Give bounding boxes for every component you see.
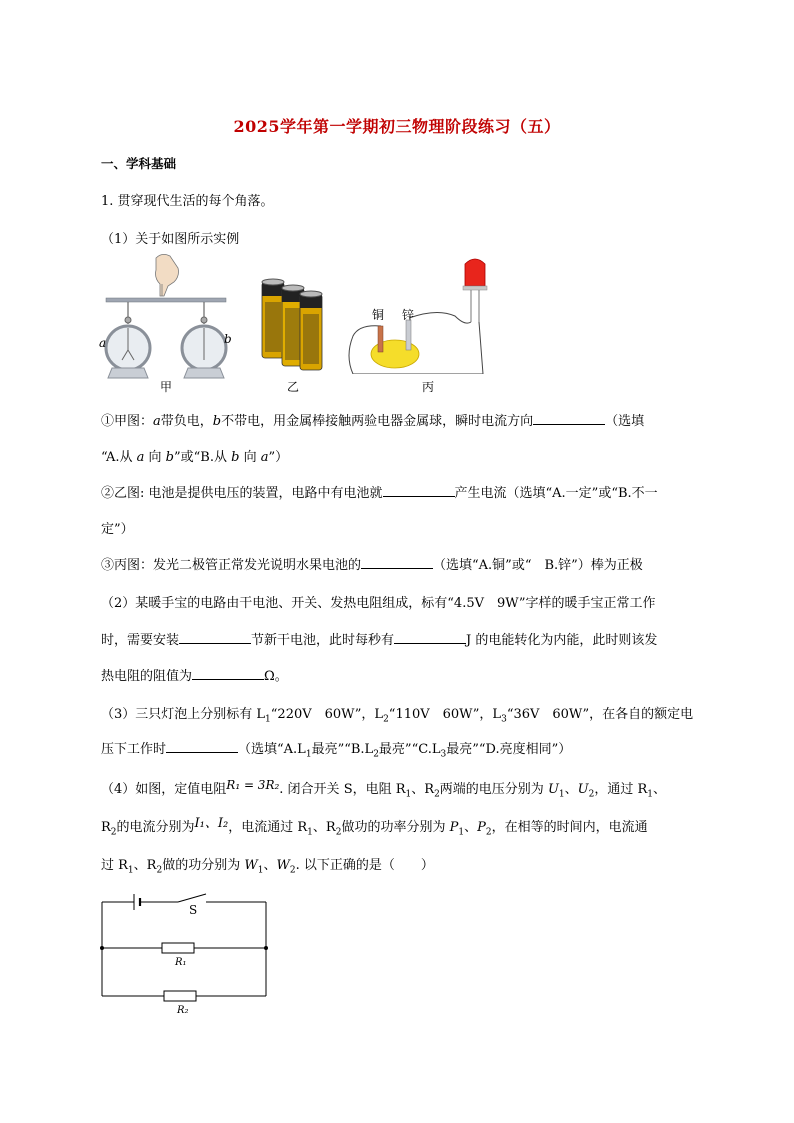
label-yi: 乙 — [287, 380, 300, 394]
equation-r1-3r2: R₁ = 3R₂ — [226, 778, 280, 792]
label-jia: 甲 — [160, 380, 173, 394]
resistor-r1 — [162, 943, 194, 953]
switch-label: S — [189, 903, 198, 917]
answer-blank-5[interactable] — [394, 631, 466, 644]
equation-i1-i2: I₁、I₂ — [194, 816, 229, 831]
label-xin: 锌 — [402, 308, 415, 322]
answer-blank-4[interactable] — [179, 631, 251, 644]
item2-line2: 定”） — [101, 522, 134, 537]
item2-line1: ②乙图: 电池是提供电压的装置，电路中有电池就 产生电流（选填“A.一定”或“B.不一 — [101, 486, 658, 501]
section-heading: 一、学科基础 — [101, 156, 177, 171]
r1-label: R₁ — [175, 957, 187, 968]
switch-blade — [178, 894, 206, 902]
answer-blank-1[interactable] — [533, 412, 605, 425]
r2-label: R₂ — [177, 1005, 189, 1016]
part3-line2: 压下工作时 （选填“$A.L_1$最亮$”“B.L_2$最亮$”“C.L_3$最亮”“D.亮度相同”） — [101, 742, 572, 760]
part4-line3: 过 $R_1$、$R_2$做的功分别为 $W_1$、$W_2$. 以下正确的是（ ） — [101, 858, 434, 876]
item3-line: ③丙图：发光二极管正常发光说明水果电池的 （选填“A.铜”或“ B.锌”）棒为正极 — [101, 558, 643, 573]
question-stem: 1. 贯穿现代生活的每个角落。 — [101, 194, 274, 209]
part2-line1: （2）某暖手宝的电路由干电池、开关、发热电阻组成，标有“4.5V 9W”字样的暖手宝正常工作 — [101, 596, 656, 611]
label-b: b — [224, 332, 232, 346]
figure-jia-electroscopes — [98, 252, 238, 392]
label-tong: 铜 — [372, 308, 385, 322]
part2-line3: 热电阻的阻值为 Ω。 — [101, 669, 288, 684]
part4-line2: $R_2$的电流分别为I₁、I₂，电流通过 $R_1$、$R_2$做功的功率分别为 $P_1$、$P_2$，在相等的时间内，电流通 — [101, 816, 648, 838]
item1-line2: “A.从 a 向 b”或“B.从 b 向 a”） — [101, 450, 289, 465]
page-title: 2025学年第一学期初三物理阶段练习（五） — [233, 117, 561, 136]
item1-line1: ①甲图：a带负电，b不带电，用金属棒接触两验电器金属球，瞬时电流方向 （选填 — [101, 414, 645, 429]
answer-blank-6[interactable] — [192, 667, 264, 680]
resistor-r2 — [164, 991, 196, 1001]
answer-blank-7[interactable] — [166, 740, 238, 753]
answer-blank-2[interactable] — [383, 484, 455, 497]
part1-intro: （1）关于如图所示实例 — [101, 232, 240, 247]
part4-line1: （4）如图，定值电阻R₁ = 3R₂. 闭合开关 S，电阻 $R_1$、$R_2$两端的电压分别为 $U_1$、$U_2$，通过 $R_1$、 — [101, 778, 667, 800]
answer-blank-3[interactable] — [361, 556, 433, 569]
label-bing: 丙 — [422, 380, 435, 394]
part2-line2: 时，需要安装 节新干电池，此时每秒有 J 的电能转化为内能，此时则该发 — [101, 633, 658, 648]
part3-line1: （3）三只灯泡上分别标有 $L_1“220V$ 60W”，$L_2“110V$ 60W”，$L_3“36V$ 60W”，在各自的额定电 — [101, 707, 694, 725]
circuit-diagram — [98, 892, 273, 1020]
figure-bing-fruit-battery — [345, 256, 495, 374]
figure-yi-batteries — [256, 270, 328, 372]
label-a: a — [99, 336, 107, 350]
